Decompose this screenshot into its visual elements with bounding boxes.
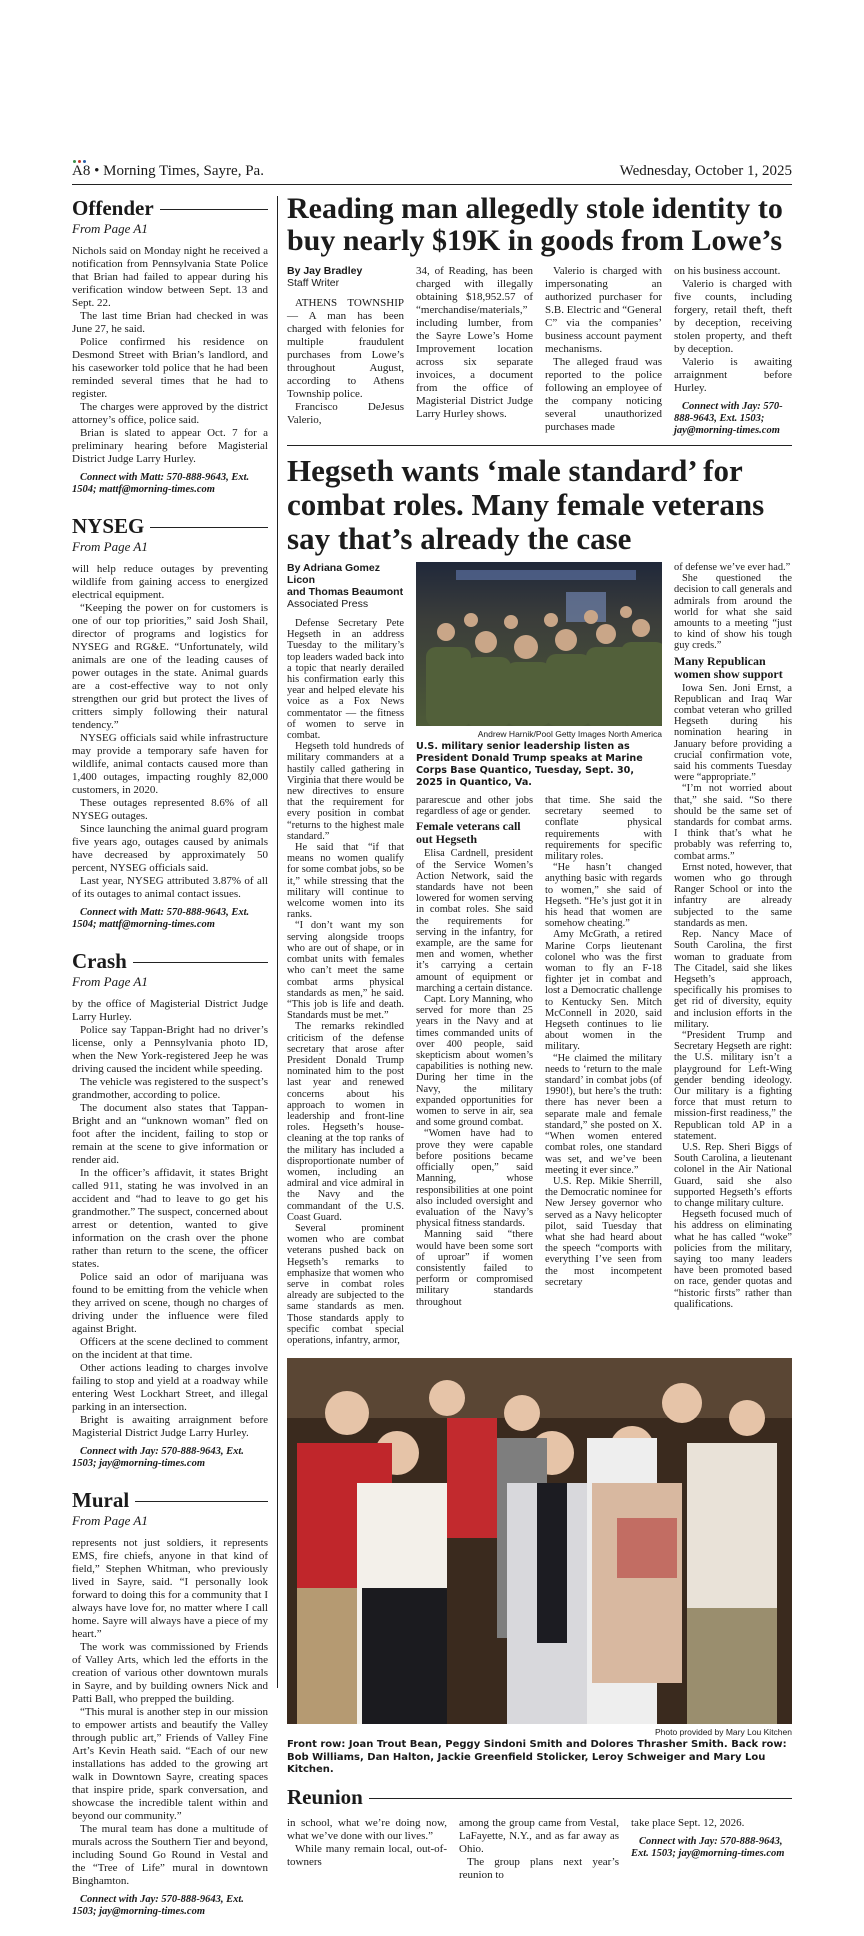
- main-stories: [287, 193, 792, 1882]
- paragraph: Valerio is charged with five counts, including forgery, retail theft, theft by deception, receiving stolen property, and theft by deception.: [674, 278, 792, 355]
- heading-rule: [369, 1798, 792, 1799]
- hegseth-col-2: [416, 795, 533, 1308]
- paragraph: The group plans next year’s reunion to: [459, 1855, 619, 1881]
- paragraph: Nichols said on Monday night he received a notification from Pennsylvania State Police that Brian had failed to appear during his verification window between Sept. 13 and Sept. 22.: [72, 245, 268, 309]
- paragraph: Ernst noted, however, that women who go through Ranger School or into the infantry are already subjected to the same standards as men.: [674, 861, 792, 929]
- paragraph: represents not just soldiers, it represents EMS, fire chiefs, anyone in that kind of field,” Stephen Whitman, who previously lived in Sayre, said. “I personally look forward to doing this for a community that I always have love for, no matter where I call home. Sayre will always have a piece of my heart.”: [72, 1537, 268, 1640]
- paragraph: While many remain local, out-of-towners: [287, 1842, 447, 1868]
- jump-heading: Offender: [72, 196, 154, 220]
- paragraph: The alleged fraud was reported to the police following an employee of the company noticing several unauthorized purchases made: [545, 356, 662, 433]
- paragraph: U.S. Rep. Sheri Biggs of South Carolina, a lieutenant colonel in the Air National Guard, said she also supported Hegseth’s efforts to change military culture.: [674, 1141, 792, 1209]
- paragraph: “This mural is another step in our mission to empower artists and beautify the Valley through public art,” Friends of Valley Fine Art’s Kevin Heath said. “Each of our new installations has added to the growing art walk in Downtown Sayre, creating spaces that inspire pride, spark conversation, and showcase the incredible talent within and beyond our community.”: [72, 1706, 268, 1822]
- article-body: [72, 998, 268, 1470]
- paragraph: Other actions leading to charges involve failing to stop and yield at a roadway while entering West Lockhart Street, and illegal parking in an intersection.: [72, 1362, 268, 1413]
- paragraph: 34, of Reading, has been charged with illegally obtaining $18,952.57 of “merchandise/materials,” including lumber, from the Sayre Lowe’s Home Improvement location across six separate invoices, a document from the office of Magisterial District Judge Larry Hurley shows.: [416, 265, 533, 420]
- wire-service: Associated Press: [287, 598, 369, 610]
- photo-credit: Andrew Harnik/Pool Getty Images North America: [477, 729, 662, 739]
- hegseth-col-1: [287, 618, 404, 1346]
- jump-from: From Page A1: [72, 539, 148, 554]
- paragraph: Iowa Sen. Joni Ernst, a Republican and Iraq War combat veteran who grilled Hegseth during his nomination hearing in January before providing a crucial confirmation vote, said his comments Tuesday were “appropriate.”: [674, 682, 792, 784]
- photo-credit: Photo provided by Mary Lou Kitchen: [654, 1727, 792, 1738]
- photo-caption: U.S. military senior leadership listen as President Donald Trump speaks at Marine Corps Base Quantico, Tuesday, Sept. 30, 2025 in Quantico, Va.: [416, 741, 643, 788]
- paragraph: Officers at the scene declined to comment on the incident at that time.: [72, 1336, 268, 1361]
- paragraph: She questioned the decision to call generals and admirals from around the world for what she said amounts to a meeting “just to kind of show his tough guy creds.”: [674, 573, 792, 652]
- hegseth-subcolumns: [416, 795, 662, 1308]
- contact-line: Connect with Jay: 570-888-9643, Ext. 1503; jay@morning-times.com: [631, 1835, 785, 1859]
- paragraph: These outages represented 8.6% of all NYSEG outages.: [72, 797, 268, 822]
- paragraph: Amy McGrath, a retired Marine Corps lieutenant colonel who was the first woman to fly an F-18 fighter jet in combat and lost a Democratic challenge to Kentucky Sen. Mitch McConnell in 2020, said Hegseth continues to lie about women in the military.: [545, 929, 662, 1053]
- jump-offender: [72, 196, 268, 496]
- paragraph: Brian is slated to appear Oct. 7 for a preliminary hearing before Magisterial District Judge Larry Hurley.: [72, 427, 268, 465]
- paragraph: will help reduce outages by preventing wildlife from gaining access to energized electrical equipment.: [72, 563, 268, 601]
- paragraph: Rep. Nancy Mace of South Carolina, the first woman to graduate from The Citadel, said she likes Hegseth’s approach, specifically his promises to get rid of diversity, equity and inclusion efforts in the military.: [674, 929, 792, 1030]
- paragraph: “Women have had to prove they were capable before positions became officially open,” said Manning, whose responsibilities at one point also included oversight and evaluation of the Navy’s physical fitness standards.: [416, 1128, 533, 1230]
- paper-name: Morning Times, Sayre, Pa.: [103, 163, 264, 179]
- paragraph: pararescue and other jobs regardless of age or gender.: [416, 795, 533, 818]
- header-rule: [72, 184, 792, 185]
- paragraph: In the officer’s affidavit, it states Bright called 911, stating he was involved in an accident and “had to leave to go get his grandmother.” The suspect, concerned about arrest or detention, wanted to give information on the crash over the phone rather than return to the scene, the officer states.: [72, 1167, 268, 1270]
- paragraph: “He hasn’t changed anything basic with regards to women,” she said of Hegseth. “He’s just got it in his head that women are somehow cheating.”: [545, 862, 662, 930]
- page-number: A8: [72, 163, 91, 179]
- jump-heading: Crash: [72, 949, 127, 973]
- paragraph: Capt. Lory Manning, who served for more than 25 years in the Navy and at times commanded units of over 400 people, said skepticism about women’s capabilities is nothing new. During her time in the Navy, the military expanded opportunities for women to serve in air, sea and some ground combat.: [416, 994, 533, 1129]
- reunion-col-2: [459, 1817, 619, 1882]
- paragraph: NYSEG officials said while infrastructure may provide a temporary safe haven for wildlife, animal contacts caused more than 1,400 outages, impacting roughly 82,000 customers, in 2020.: [72, 732, 268, 796]
- jump-from: From Page A1: [72, 974, 148, 989]
- paragraph: The remarks rekindled criticism of the defense secretary that arose after President Donald Trump nominated him to the post last year and renewed concerns about his approach to women in leadership and front-line roles. Hegseth’s house-cleaning at the top ranks of the military has included a disproportionate number of women, including an admiral and vice admiral in the Navy and the commandant of the U.S. Coast Guard.: [287, 1021, 404, 1223]
- jump-reunion: [287, 1785, 792, 1809]
- paragraph: “I don’t want my son serving alongside troops who are out of shape, or in combat units with females who can’t meet the same combat arms physical standards as men,” he said. “This job is life and death. Standards must be met.”: [287, 920, 404, 1022]
- jump-nyseg: [72, 514, 268, 931]
- paragraph: Valerio is awaiting arraignment before Hurley.: [674, 356, 792, 394]
- heading-rule: [135, 1501, 268, 1502]
- paragraph: Bright is awaiting arraignment before Magisterial District Judge Larry Hurley.: [72, 1414, 268, 1439]
- subhead: Many Republican women show support: [674, 653, 783, 681]
- hegseth-columns: [287, 562, 792, 1346]
- photo-caption: Front row: Joan Trout Bean, Peggy Sindoni Smith and Dolores Thrasher Smith. Back row: Bob Williams, Dan Halton, Jackie Greenfield Stolicker, Leroy Schweiger and Mary Lou Kitchen.: [287, 1739, 787, 1776]
- byline: [287, 562, 404, 610]
- paragraph: Police say Tappan-Bright had no driver’s license, only a Pennsylvania photo ID, when the New York-registered Jeep he was driving caused the incident while speeding.: [72, 1024, 268, 1075]
- contact-line: Connect with Matt: 570-888-9643, Ext. 1504; mattf@morning-times.com: [72, 472, 250, 495]
- paragraph: by the office of Magisterial District Judge Larry Hurley.: [72, 998, 268, 1023]
- jump-from: From Page A1: [72, 1513, 148, 1528]
- paragraph: Valerio is charged with impersonating an authorized purchaser for S.B. Electric and “General C” via the companies’ business account payment mechanisms.: [545, 265, 662, 355]
- hegseth-col-4: [674, 562, 792, 1310]
- jump-mural: [72, 1488, 268, 1918]
- heading-rule: [133, 962, 268, 963]
- author: By Jay Bradley: [287, 265, 363, 277]
- reunion-columns: [287, 1817, 792, 1882]
- paragraph: Defense Secretary Pete Hegseth in an address Tuesday to the military’s top leaders waded back into a topic that nearly derailed his confirmation early this year and helped elevate his voice as a Fox News commentator — the fitness of women to serve in combat.: [287, 618, 404, 742]
- contact-line: Connect with Jay: 570-888-9643, Ext. 1503; jay@morning-times.com: [72, 1894, 244, 1917]
- paragraph: “He claimed the military needs to ‘return to the male standard’ in combat jobs (of 1990!), but here’s the truth: there has never been a separate male and female standard,” she posted on X. “When women entered combat roles, one standard was set, and we’ve been meeting it ever since.”: [545, 1052, 662, 1176]
- jump-from: From Page A1: [72, 221, 148, 236]
- separator: •: [94, 163, 100, 179]
- article-divider: [287, 445, 792, 446]
- heading-rule: [160, 209, 268, 210]
- paragraph: The mural team has done a multitude of murals across the Southern Tier and beyond, including Sound Go Round in Vestal and the “Tree of Life” mural in downtown Binghamton.: [72, 1823, 268, 1887]
- paragraph: “Keeping the power on for customers is one of our top priorities,” said Josh Shail, director of programs and logistics for NYSEG and RG&E. “Unfortunately, wild animals are one of the leading causes of power outages in the state. Animal guards are a cost-effective way to not only strengthen our grid but protect the lives of critters simply following their natural tendency.”: [72, 602, 268, 731]
- paragraph: Hegseth told hundreds of military commanders at a hastily called gathering in Virginia that there would be new directives to ensure that the requirement for every position in combat “returns to the highest male standard.”: [287, 741, 404, 842]
- paragraph: The charges were approved by the district attorney’s office, police said.: [72, 401, 268, 426]
- article-body: [72, 563, 268, 931]
- jump-crash: [72, 949, 268, 1470]
- contact-line: Connect with Matt: 570-888-9643, Ext. 1504; mattf@morning-times.com: [72, 907, 250, 930]
- headline-hegseth: Hegseth wants ‘male standard’ for combat roles. Many female veterans say that’s already the case: [287, 453, 765, 556]
- author: and Thomas Beaumont: [287, 586, 404, 598]
- paragraph: The vehicle was registered to the suspect’s grandmother, according to police.: [72, 1076, 268, 1101]
- paragraph: Police said an odor of marijuana was found to be emitting from the vehicle when they arrived on scene, though no charges of driving under the influence were filed against Bright.: [72, 1271, 268, 1335]
- paragraph: Elisa Cardnell, president of the Service Women’s Action Network, said the standards have not been lowered for women serving in combat roles. She said the requirements for serving in the infantry, for example, are the same for men and women, whether it’s carrying a certain amount of equipment or marching a certain distance.: [416, 848, 533, 994]
- jump-heading: Mural: [72, 1488, 130, 1512]
- paragraph: take place Sept. 12, 2026.: [631, 1816, 745, 1829]
- paragraph: ATHENS TOWNSHIP — A man has been charged with felonies for multiple fraudulent purchases from Lowe’s throughout August, according to Athens Township police.: [287, 297, 404, 400]
- paragraph: Police confirmed his residence on Desmond Street with Brian’s landlord, and his caseworker told police that he had been reminded several times that he had to register.: [72, 336, 268, 400]
- paragraph: The last time Brian had checked in was June 27, he said.: [72, 310, 268, 335]
- reading-columns: [287, 265, 792, 437]
- author: By Adriana Gomez Licon: [287, 562, 380, 586]
- subhead: Female veterans call out Hegseth: [416, 819, 521, 847]
- reading-col-4: [674, 265, 792, 437]
- paragraph: on his business account.: [674, 265, 781, 277]
- page-folio: [72, 163, 264, 180]
- reunion-col-3: [631, 1817, 791, 1860]
- military-photo: [416, 562, 662, 726]
- paragraph: of defense we’ve ever had.”: [674, 562, 791, 573]
- column-divider: [277, 196, 278, 1688]
- paragraph: U.S. Rep. Mikie Sherrill, the Democratic nominee for New Jersey governor who served as a Navy helicopter pilot, said Tuesday that what she had heard about the speech “comports with everything I’ve seen from the most incompetent secretary: [545, 1175, 662, 1288]
- paragraph: Last year, NYSEG attributed 3.87% of all of its outages to animal contact issues.: [72, 875, 268, 900]
- jump-column: [72, 196, 268, 1936]
- hegseth-col-3: [545, 795, 662, 1288]
- byline: [287, 265, 404, 289]
- paragraph: He said that “if that means no women qualify for some combat jobs, so be it,” while stressing that the military will continue to welcome women into its ranks.: [287, 842, 404, 921]
- paragraph: The document also states that Tappan-Bright and an “unknown woman” fled on foot after the incident, failing to stop or remain at the scene to give information or render aid.: [72, 1102, 268, 1166]
- headline-reading: Reading man allegedly stole identity to buy nearly $19K in goods from Lowe’s: [287, 192, 783, 257]
- paragraph: Since launching the animal guard program five years ago, outages caused by animals have decreased by approximately 50 percent, NYSEG officials said.: [72, 823, 268, 874]
- article-body: [72, 245, 268, 496]
- paragraph: Manning said “there would have been some sort of uproar” if women consistently failed to perform or compromised military standards throughout: [416, 1229, 533, 1308]
- paragraph: Several prominent women who are combat veterans pushed back on Hegseth’s remarks to emphasize that women who serve in combat roles already are subjected to the same standards as men. Those standards apply to specific combat special operations, infantry, armor,: [287, 1222, 404, 1346]
- reunion-photo: [287, 1358, 792, 1724]
- heading-rule: [150, 527, 268, 528]
- reading-col-1: [287, 297, 404, 427]
- paragraph: among the group came from Vestal, LaFayette, N.Y., and as far away as Ohio.: [459, 1816, 619, 1855]
- paragraph: The work was commissioned by Friends of Valley Arts, which led the efforts in the creation of various other downtown murals in Sayre, and by building owners Nick and Patti Ball, who prepped the building.: [72, 1641, 268, 1705]
- author-role: Staff Writer: [287, 277, 340, 289]
- paragraph: Francisco DeJesus Valerio,: [287, 401, 404, 426]
- issue-date: Wednesday, October 1, 2025: [619, 163, 792, 179]
- contact-line: Connect with Jay: 570-888-9643, Ext. 1503; jay@morning-times.com: [72, 1446, 244, 1469]
- paragraph: “I’m not worried about that,” she said. “So there should be the same set of standards for combat arms. I think that’s what he probably was referring to, combat arms.”: [674, 783, 792, 862]
- paragraph: Hegseth focused much of his address on eliminating what he has called “woke” policies from the military, saying too many leaders have been promoted based on race, gender quotas and “historic firsts” rather than qualifications.: [674, 1209, 792, 1310]
- paragraph: “President Trump and Secretary Hegseth are right: the U.S. military isn’t a playground for Left-Wing gender bending ideology. Our military is a fighting force that must return to mission-first readiness,” the Republican told AP in a statement.: [674, 1029, 792, 1142]
- photo-and-columns: [416, 562, 662, 1308]
- jump-heading: Reunion: [287, 1784, 363, 1809]
- paragraph: that time. She said the secretary seemed to conflate physical requirements with requirements for specific military roles.: [545, 795, 662, 863]
- reunion-col-1: [287, 1817, 447, 1869]
- paragraph: in school, what we’re doing now, what we’ve done with our lives.”: [287, 1816, 447, 1842]
- reading-col-2: [416, 265, 533, 421]
- jump-heading: NYSEG: [72, 514, 145, 538]
- reading-col-3: [545, 265, 662, 434]
- contact-line: Connect with Jay: 570-888-9643, Ext. 1503; jay@morning-times.com: [674, 401, 783, 436]
